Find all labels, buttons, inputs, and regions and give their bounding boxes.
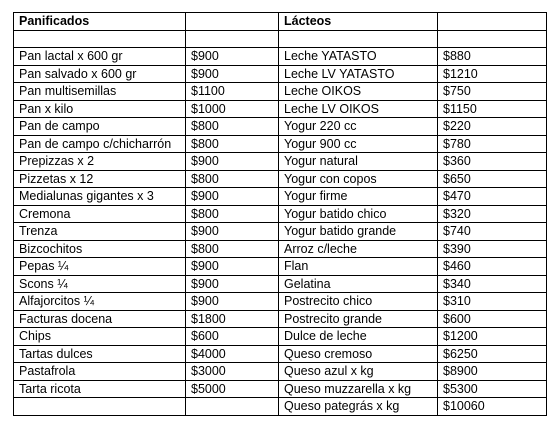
panificado-name-cell: Pan lactal x 600 gr — [14, 48, 186, 66]
panificado-name-cell — [14, 398, 186, 416]
lacteo-price-cell: $10060 — [438, 398, 547, 416]
panificado-price-cell: $800 — [186, 135, 279, 153]
table-row — [14, 65, 547, 83]
panificado-price-cell: $800 — [186, 118, 279, 136]
empty-cell — [186, 30, 279, 48]
panificado-name-cell: Facturas docena — [14, 310, 186, 328]
table-row — [14, 275, 547, 293]
lacteo-price-cell: $320 — [438, 205, 547, 223]
empty-cell — [438, 30, 547, 48]
lacteo-name-cell: Yogur 900 cc — [279, 135, 438, 153]
panificado-price-cell: $3000 — [186, 363, 279, 381]
lacteo-name-cell: Yogur firme — [279, 188, 438, 206]
table-row — [14, 135, 547, 153]
lacteo-price-cell: $880 — [438, 48, 547, 66]
panificado-name-cell: Alfajorcitos ¼ — [14, 293, 186, 311]
lacteo-name-cell: Arroz c/leche — [279, 240, 438, 258]
lacteo-name-cell: Queso azul x kg — [279, 363, 438, 381]
lacteo-price-cell: $1210 — [438, 65, 547, 83]
table-row — [14, 240, 547, 258]
lacteo-name-cell: Postrecito grande — [279, 310, 438, 328]
lacteo-name-cell: Yogur batido grande — [279, 223, 438, 241]
lacteo-name-cell: Postrecito chico — [279, 293, 438, 311]
table-row — [14, 223, 547, 241]
lacteo-name-cell: Yogur natural — [279, 153, 438, 171]
panificado-name-cell: Prepizzas x 2 — [14, 153, 186, 171]
lacteo-price-cell: $340 — [438, 275, 547, 293]
panificado-name-cell: Pepas ¼ — [14, 258, 186, 276]
panificado-price-cell: $5000 — [186, 380, 279, 398]
panificado-price-cell: $900 — [186, 223, 279, 241]
lacteo-name-cell: Yogur batido chico — [279, 205, 438, 223]
table-row — [14, 293, 547, 311]
panificado-name-cell: Pizzetas x 12 — [14, 170, 186, 188]
lacteo-name-cell: Leche LV YATASTO — [279, 65, 438, 83]
table-row — [14, 380, 547, 398]
panificados-header: Panificados — [14, 13, 186, 31]
panificado-price-cell — [186, 398, 279, 416]
panificado-price-cell: $1000 — [186, 100, 279, 118]
panificado-name-cell: Tartas dulces — [14, 345, 186, 363]
table-row — [14, 345, 547, 363]
panificado-name-cell: Pan de campo — [14, 118, 186, 136]
panificado-price-cell: $900 — [186, 153, 279, 171]
panificado-name-cell: Pan x kilo — [14, 100, 186, 118]
panificado-price-cell: $900 — [186, 48, 279, 66]
panificado-price-cell: $1100 — [186, 83, 279, 101]
price-list-table — [13, 12, 547, 416]
table-row — [14, 310, 547, 328]
lacteo-name-cell: Gelatina — [279, 275, 438, 293]
table-row — [14, 205, 547, 223]
lacteo-price-cell: $5300 — [438, 380, 547, 398]
lacteo-price-cell: $1150 — [438, 100, 547, 118]
panificado-price-cell: $900 — [186, 293, 279, 311]
lacteo-price-cell: $780 — [438, 135, 547, 153]
lacteo-name-cell: Queso muzzarella x kg — [279, 380, 438, 398]
panificado-price-cell: $900 — [186, 275, 279, 293]
table-row — [14, 83, 547, 101]
lacteo-price-cell: $220 — [438, 118, 547, 136]
empty-cell — [279, 30, 438, 48]
lacteo-price-cell: $600 — [438, 310, 547, 328]
panificado-name-cell: Pan salvado x 600 gr — [14, 65, 186, 83]
empty-cell — [186, 13, 279, 31]
panificado-name-cell: Tarta ricota — [14, 380, 186, 398]
lacteo-price-cell: $360 — [438, 153, 547, 171]
panificado-price-cell: $900 — [186, 188, 279, 206]
empty-cell — [14, 30, 186, 48]
lacteo-name-cell: Dulce de leche — [279, 328, 438, 346]
header-row — [14, 13, 547, 31]
lacteo-price-cell: $460 — [438, 258, 547, 276]
lacteo-name-cell: Leche OIKOS — [279, 83, 438, 101]
panificado-price-cell: $800 — [186, 240, 279, 258]
table-row — [14, 48, 547, 66]
lacteo-price-cell: $1200 — [438, 328, 547, 346]
lacteo-name-cell: Queso cremoso — [279, 345, 438, 363]
table-row — [14, 153, 547, 171]
panificado-name-cell: Scons ¼ — [14, 275, 186, 293]
panificado-name-cell: Chips — [14, 328, 186, 346]
panificado-price-cell: $900 — [186, 258, 279, 276]
lacteo-name-cell: Yogur 220 cc — [279, 118, 438, 136]
panificado-price-cell: $1800 — [186, 310, 279, 328]
table-row — [14, 363, 547, 381]
table-row — [14, 170, 547, 188]
table-row — [14, 258, 547, 276]
panificado-name-cell: Pan de campo c/chicharrón — [14, 135, 186, 153]
lacteo-price-cell: $6250 — [438, 345, 547, 363]
lacteo-name-cell: Leche YATASTO — [279, 48, 438, 66]
panificado-price-cell: $800 — [186, 170, 279, 188]
panificado-name-cell: Trenza — [14, 223, 186, 241]
spacer-row — [14, 30, 547, 48]
table-row — [14, 328, 547, 346]
panificado-name-cell: Cremona — [14, 205, 186, 223]
table-row — [14, 398, 547, 416]
lacteo-name-cell: Flan — [279, 258, 438, 276]
lacteo-price-cell: $310 — [438, 293, 547, 311]
lacteo-price-cell: $470 — [438, 188, 547, 206]
lacteos-header: Lácteos — [279, 13, 438, 31]
lacteo-price-cell: $750 — [438, 83, 547, 101]
lacteo-price-cell: $390 — [438, 240, 547, 258]
lacteo-price-cell: $740 — [438, 223, 547, 241]
price-list-body — [14, 13, 547, 416]
table-row — [14, 100, 547, 118]
panificado-price-cell: $800 — [186, 205, 279, 223]
panificado-price-cell: $4000 — [186, 345, 279, 363]
panificado-price-cell: $600 — [186, 328, 279, 346]
panificado-name-cell: Pan multisemillas — [14, 83, 186, 101]
panificado-price-cell: $900 — [186, 65, 279, 83]
panificado-name-cell: Bizcochitos — [14, 240, 186, 258]
panificado-name-cell: Pastafrola — [14, 363, 186, 381]
lacteo-name-cell: Leche LV OIKOS — [279, 100, 438, 118]
panificado-name-cell: Medialunas gigantes x 3 — [14, 188, 186, 206]
lacteo-price-cell: $650 — [438, 170, 547, 188]
empty-cell — [438, 13, 547, 31]
table-row — [14, 188, 547, 206]
lacteo-name-cell: Queso pategrás x kg — [279, 398, 438, 416]
table-row — [14, 118, 547, 136]
lacteo-price-cell: $8900 — [438, 363, 547, 381]
lacteo-name-cell: Yogur con copos — [279, 170, 438, 188]
